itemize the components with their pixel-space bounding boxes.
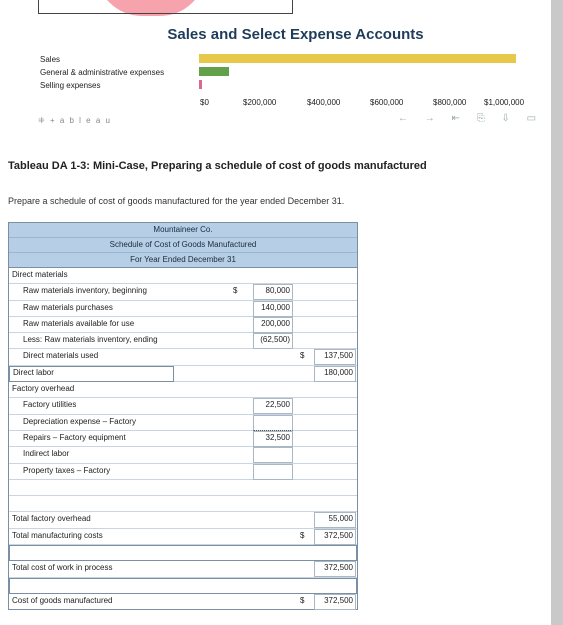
schedule-header <box>9 223 357 268</box>
page-scrollbar[interactable] <box>551 0 563 625</box>
row-label: Less: Raw materials inventory, ending <box>23 335 158 345</box>
bar-sales[interactable] <box>199 54 516 63</box>
dollar-sign: $ <box>300 595 305 605</box>
row-label: Total manufacturing costs <box>12 530 103 540</box>
x-tick: $400,000 <box>307 98 341 107</box>
cogm-schedule <box>8 222 358 610</box>
row-label: Raw materials available for use <box>23 318 135 328</box>
amount-value: 372,500 <box>324 595 353 605</box>
page-heading: Tableau DA 1-3: Mini-Case, Preparing a schedule of cost of goods manufactured <box>8 160 427 172</box>
dollar-sign: $ <box>300 530 305 540</box>
row-label: Indirect labor <box>23 449 70 459</box>
amount-value: 137,500 <box>324 351 353 361</box>
row-label: Factory utilities <box>23 400 77 410</box>
row-label: Direct materials used <box>23 351 99 361</box>
bar-label-sales: Sales <box>40 55 61 64</box>
amount-input[interactable] <box>253 447 293 463</box>
amount-value: 200,000 <box>261 318 290 328</box>
viz-toolbar-icons[interactable]: ← → ⇤ ⎘ ⇩ ▭ <box>398 113 544 124</box>
row-label: Depreciation expense – Factory <box>23 416 136 426</box>
row-label: Property taxes – Factory <box>23 465 111 475</box>
amount-value: 80,000 <box>265 286 290 296</box>
blank-line-input[interactable] <box>9 578 357 594</box>
instructions: Prepare a schedule of cost of goods manufactured for the year ended December 31. <box>8 196 345 206</box>
tableau-logo-mark-icon: ⁜ <box>38 116 47 125</box>
row-label: Cost of goods manufactured <box>12 595 113 605</box>
schedule-title: Schedule of Cost of Goods Manufactured <box>9 238 357 253</box>
x-tick: $1,000,000 <box>484 98 525 107</box>
row-label-input[interactable]: Direct labor <box>9 366 174 382</box>
amount-input[interactable] <box>253 415 293 431</box>
blank-row <box>9 496 357 512</box>
row-label: Total cost of work in process <box>12 563 113 573</box>
amount-value: 140,000 <box>261 302 290 312</box>
chart-title: Sales and Select Expense Accounts <box>167 26 424 43</box>
x-tick: $800,000 <box>433 98 467 107</box>
bar-label-selling: Selling expenses <box>40 81 101 90</box>
row-label: Repairs – Factory equipment <box>23 432 126 442</box>
amount-input[interactable] <box>253 464 293 480</box>
row-label: Total factory overhead <box>12 514 91 524</box>
amount-value: (62,500) <box>260 335 290 345</box>
schedule-period: For Year Ended December 31 <box>130 255 236 264</box>
amount-value: 55,000 <box>328 514 353 524</box>
row-label: Raw materials inventory, beginning <box>23 286 147 296</box>
x-tick: $0 <box>200 98 209 107</box>
amount-value: 372,500 <box>324 530 353 540</box>
row-label: Factory overhead <box>12 384 75 394</box>
x-tick: $200,000 <box>243 98 277 107</box>
previous-chart-frame <box>38 0 293 14</box>
bar-ga-expenses[interactable] <box>199 67 229 76</box>
amount-value: 32,500 <box>265 432 290 442</box>
bar-label-ga: General & administrative expenses <box>40 68 165 77</box>
x-tick: $600,000 <box>370 98 404 107</box>
amount-value: 372,500 <box>324 563 353 573</box>
dollar-sign: $ <box>300 351 305 361</box>
row-label: Direct materials <box>12 270 68 279</box>
tableau-logo[interactable]: ⁜ + a b l e a u <box>38 116 112 125</box>
amount-value: 180,000 <box>324 367 353 377</box>
company-name: Mountaineer Co. <box>9 223 357 238</box>
bar-selling-expenses[interactable] <box>199 80 202 89</box>
row-label: Raw materials purchases <box>23 302 113 312</box>
amount-value: 22,500 <box>265 400 290 410</box>
blank-row <box>9 480 357 496</box>
blank-line-input[interactable] <box>9 545 357 561</box>
dollar-sign: $ <box>233 286 238 296</box>
